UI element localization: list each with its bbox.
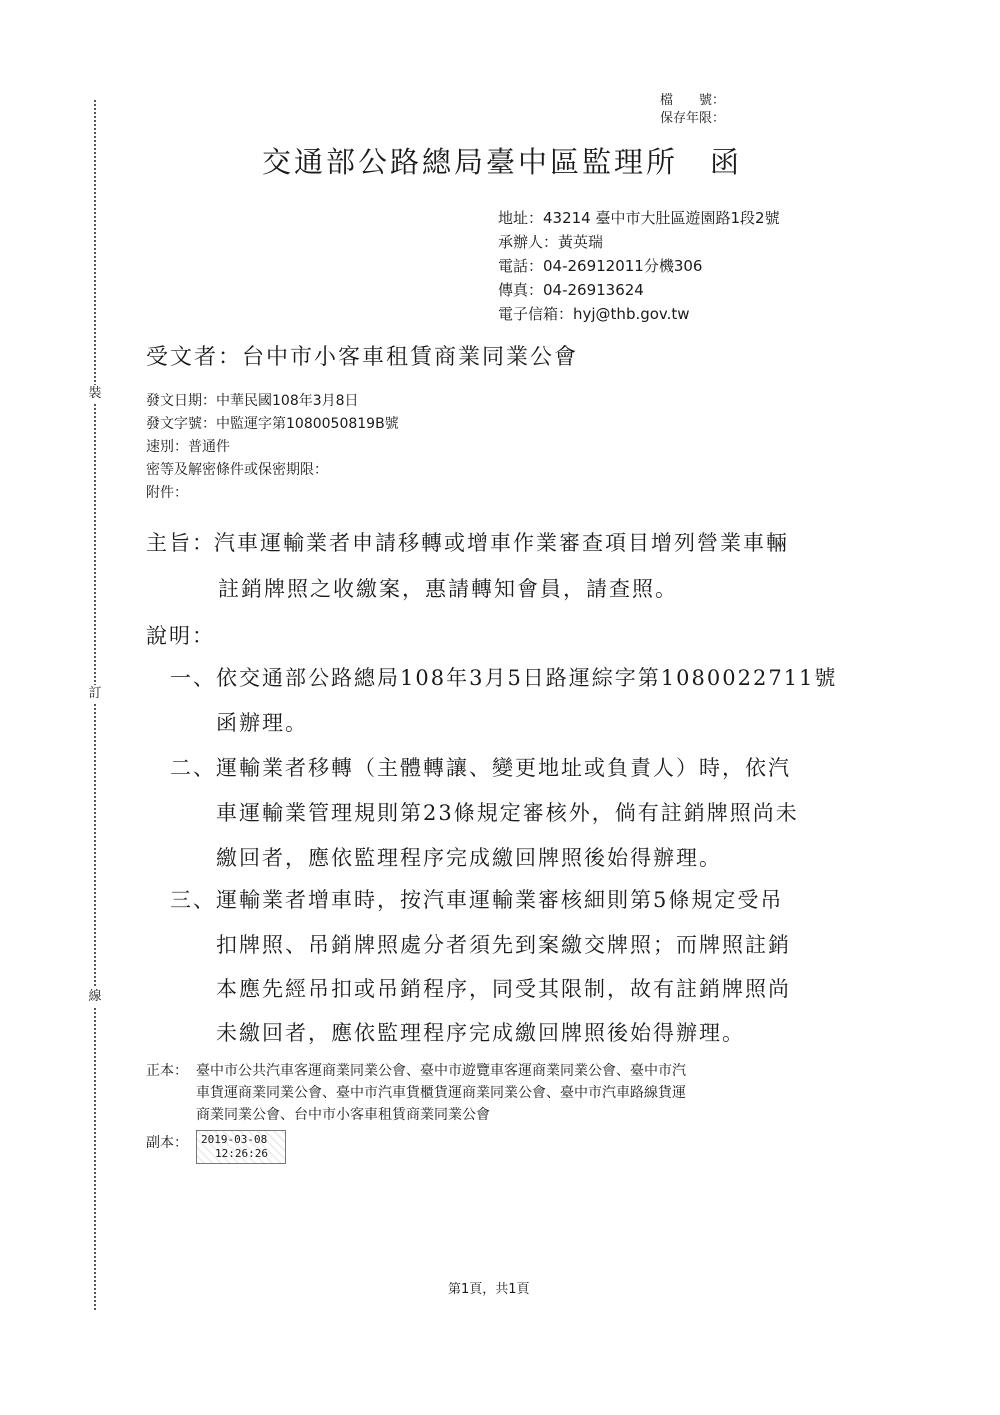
timestamp-stamp: [196, 1130, 286, 1164]
dispatch-number: 發文字號：中監運字第1080050819B號: [146, 416, 399, 432]
item-line: 車運輸業管理規則第23條規定審核外，倘有註銷牌照尚未: [216, 801, 799, 825]
item-line: 扣牌照、吊銷牌照處分者須先到案繳交牌照；而牌照註銷: [216, 933, 791, 957]
item-line: 繳回者，應依監理程序完成繳回牌照後始得辦理。: [216, 846, 722, 870]
binding-mark-zhuang: 裝: [84, 385, 106, 403]
contact-block: [498, 206, 780, 326]
binding-mark-xian: 線: [84, 988, 106, 1006]
contact-email: 電子信箱：hyj@thb.gov.tw: [498, 305, 690, 323]
contact-handler: 承辦人：黃英瑞: [498, 233, 604, 251]
cc-recipients: [196, 1060, 916, 1126]
item-line: 本應先經吊扣或吊銷程序，同受其限制，故有註銷牌照尚: [216, 977, 791, 1001]
cc-line: 商業同業公會、台中市小客車租賃商業同業公會: [196, 1107, 490, 1123]
contact-address: 地址：43214 臺中市大肚區遊園路1段2號: [498, 209, 780, 227]
stamp-date: 2019-03-08: [201, 1133, 268, 1146]
subject-label: 主旨：: [146, 531, 215, 555]
binding-mark-ding: 訂: [84, 685, 106, 703]
item-number: 三、: [170, 888, 216, 912]
explanation-label: 說明：: [146, 624, 215, 648]
dispatch-speed: 速別：普通件: [146, 439, 230, 455]
contact-phone: 電話：04-26912011分機306: [498, 257, 703, 275]
item-line: 運輸業者增車時，按汽車運輸業審核細則第5條規定受吊: [216, 888, 784, 912]
item-number: 一、: [170, 666, 216, 690]
page-footer: 第1頁，共1頁: [448, 1282, 530, 1297]
subject-line: 汽車運輸業者申請移轉或增車作業審查項目增列營業車輛: [214, 531, 789, 555]
secrecy-level: 密等及解密條件或保密期限：: [146, 462, 328, 478]
item-line: 依交通部公路總局108年3月5日路運綜字第1080022711號: [216, 666, 838, 690]
stamp-time: 12:26:26: [215, 1147, 268, 1160]
document-title: 交通部公路總局臺中區監理所 函: [262, 145, 743, 179]
retention-period: 保存年限：: [660, 111, 726, 126]
dispatch-date: 發文日期：中華民國108年3月8日: [146, 393, 359, 409]
file-number: 檔 號：: [660, 93, 726, 108]
item-line: 運輸業者移轉（主體轉讓、變更地址或負責人）時，依汽: [216, 756, 791, 780]
attachment: 附件：: [146, 485, 188, 501]
cc-line: 車貨運商業同業公會、臺中市汽車貨櫃貨運商業同業公會、臺中市汽車路線貨運: [196, 1085, 686, 1101]
recipient: 受文者：台中市小客車租賃商業同業公會: [146, 345, 579, 370]
item-number: 二、: [170, 756, 216, 780]
item-line: 函辦理。: [216, 711, 308, 735]
item-line: 未繳回者，應依監理程序完成繳回牌照後始得辦理。: [216, 1021, 745, 1045]
cc-line: 臺中市公共汽車客運商業同業公會、臺中市遊覽車客運商業同業公會、臺中市汽: [196, 1063, 686, 1079]
subject-line: 註銷牌照之收繳案，惠請轉知會員，請查照。: [218, 577, 678, 601]
cc-label: 正本：: [146, 1063, 188, 1079]
binding-line: [94, 100, 96, 1310]
contact-fax: 傳真：04-26913624: [498, 281, 644, 299]
copy-label: 副本：: [146, 1135, 188, 1151]
dispatch-info: [146, 390, 399, 505]
